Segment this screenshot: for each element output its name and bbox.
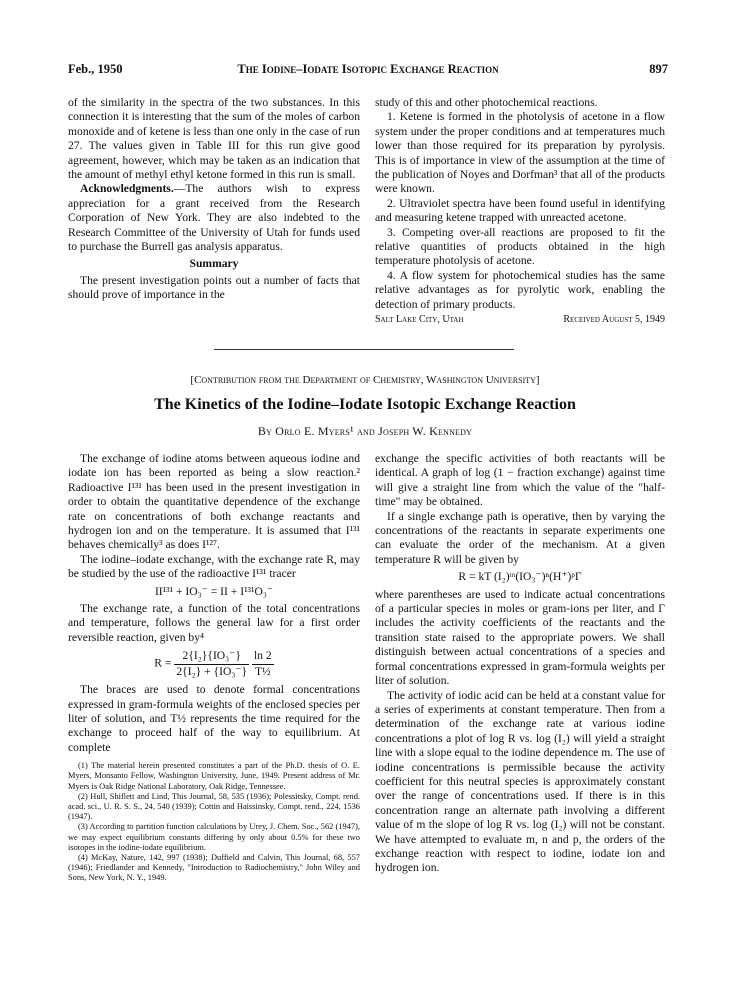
article-left-column xyxy=(68,452,360,884)
paragraph: If a single exchange path is operative, then by varying the concentrations of the reactants in separate experiments one can evaluate the order of the mechanism. At a given temperature R will be given by xyxy=(375,509,665,566)
location: Salt Lake City, Utah xyxy=(375,314,464,326)
footnote: (1) The material herein presented constitutes a part of the Ph.D. thesis of O. E. Myers, Monsanto Fellow, Washington University, June, 1949. Present address of Mr. Myers is Oak Ridge National Laboratory, Oak Ridge, Tennessee. xyxy=(68,761,360,791)
summary-item: 3. Competing over-all reactions are proposed to fit the relative quantities of products obtained in the high temperature photolysis of acetone. xyxy=(375,225,665,268)
article-right-column xyxy=(375,452,665,876)
equation-lhs: R = xyxy=(154,656,172,670)
paragraph: of the similarity in the spectra of the two substances. In this connection it is interesting that the sum of the moles of carbon monoxide and of ketene is less than one only in the case of run 27. The values given in Table III for this run give good agreement, however, which may be taken as an indication that the amount of methyl ethyl ketone formed in this run is small. xyxy=(68,96,360,182)
summary-item: 2. Ultraviolet spectra have been found useful in identifying and measuring ketene trapped with unreacted acetone. xyxy=(375,196,665,225)
footnote: (3) According to partition function calculations by Urey, J. Chem. Soc., 562 (1947), we may expect equilibrium constants differing by only about 0.5% for these two isotopes in the iodine-iodate equilibrium. xyxy=(68,822,360,852)
equation-rate-law: R = kT (I₂)ᵐ(IO₃⁻)ⁿ(H⁺)ᵖΓ xyxy=(458,570,582,584)
byline: By Orlo E. Myers¹ and Joseph W. Kennedy xyxy=(257,424,473,438)
received-date: Received August 5, 1949 xyxy=(563,314,665,326)
paragraph: exchange the specific activities of both reactants will be identical. A graph of log (1 − fraction exchange) against time will give a straight line from which the value of the "half-time" may be obtained. xyxy=(375,452,665,509)
equation-rate xyxy=(68,649,360,679)
acknowledgments xyxy=(68,182,360,254)
section-divider xyxy=(214,349,514,350)
paragraph: The exchange rate, a function of the total concentrations and temperature, follows the general law for a first order reversible reaction, given by⁴ xyxy=(68,602,360,644)
denominator: T½ xyxy=(254,664,271,678)
footnotes xyxy=(68,761,360,883)
footnote: (2) Hull, Shiflett and Lind, This Journal, 58, 535 (1936); Polessitsky, Compt. rend. acad. sci., U. R. S. S., 24, 540 (1939); Cottin and Haissinsky, Compt. rend., 224, 1536 (1947). xyxy=(68,791,360,822)
paragraph: The iodine–iodate exchange, with the exchange rate R, may be studied by the use of the radioactive I¹³¹ tracer xyxy=(68,552,360,581)
prev-article-left-column xyxy=(68,96,360,303)
fraction xyxy=(252,649,274,679)
fraction xyxy=(174,649,249,679)
paragraph: The exchange of iodine atoms between aqueous iodine and iodate ion has been reported as being a slow reaction.² Radioactive I¹³¹ has been used in the present investigation in order to obtain the quantitative dependence of the exchange rate on concentrations of both exchange reactants and hydrogen ion and on the temperature. It is assumed that I¹³¹ behaves chemically³ as does I¹²⁷. xyxy=(68,452,360,552)
footnote: (4) McKay, Nature, 142, 997 (1938); Duffield and Calvin, This Journal, 68, 557 (1946); Friedlander and Kennedy, "Introduction to Radiochemistry," John Wiley and Sons, New York, N. Y., 1949. xyxy=(68,852,360,883)
received-line xyxy=(375,313,665,327)
paragraph: The activity of iodic acid can be held at a constant value for a series of experiments at constant temperature. Then from a determination of the exchange rate at various iodine concentrations a plot of log R vs. log (I₂) will yield a straight line with a slope equal to the iodine dependence m. The use of iodine concentrations is permissible because the activity coefficient for this neutral species is approximately constant over the range of concentrations used. If there is in this concentration range an alternate path involving a different value of m the slope of log R vs. log (I₂) will not be constant. We have attempted to evaluate m, n and p, the orders of the exchange reaction with respect to iodine, iodate ion and hydrogen ion. xyxy=(375,688,665,875)
numerator: 2{I₂}{IO₃⁻} xyxy=(174,649,249,664)
summary-item: 4. A flow system for photochemical studies has the same relative advantages as for pyrolytic work, enabling the detection of primary products. xyxy=(375,268,665,311)
prev-article-right-column xyxy=(375,96,665,327)
summary-item: 1. Ketene is formed in the photolysis of acetone in a flow system under the proper conditions and at temperatures much lower than those required for its preparation by pyrolysis. This is of importance in view of the assumption at the time of the publication of Noyes and Dorfman³ that all of the products were known. xyxy=(375,110,665,196)
summary-heading: Summary xyxy=(189,257,239,271)
header-page-number: 897 xyxy=(649,62,668,76)
header-running-title: The Iodine–Iodate Isotopic Exchange Reaction xyxy=(237,62,499,76)
contribution-line: [Contribution from the Department of Chemistry, Washington University] xyxy=(190,374,540,386)
numerator: ln 2 xyxy=(252,649,274,664)
paragraph: The braces are used to denote formal concentrations expressed in gram-formula weights of the enclosed species per liter of solution, and T½ represents the time required for the exchange to proceed half of the way to equilibrium. At complete xyxy=(68,683,360,754)
paragraph: study of this and other photochemical reactions. xyxy=(375,96,598,109)
equation-exchange: II¹³¹ + IO₃⁻ = II + I¹³¹O₃⁻ xyxy=(154,584,274,598)
article-title: The Kinetics of the Iodine–Iodate Isotopic Exchange Reaction xyxy=(154,396,576,413)
paragraph: The present investigation points out a number of facts that should prove of importance in the xyxy=(68,273,360,302)
ack-text: —The authors wish to express appreciation for a grant received from the Research Corporation of New York. They are also indebted to the Research Committee of the University of Utah for funds used to purchase the Burrell gas analysis apparatus. xyxy=(68,182,360,254)
paragraph: where parentheses are used to indicate actual concentrations of a particular species in moles or gram-ions per liter, and Γ includes the activity coefficients of the reactants and the transition state raised to the appropriate powers. We shall distinguish between actual concentrations of a species and formal concentrations expressed in gram-formula weights per liter of solution. xyxy=(375,587,665,688)
ack-label: Acknowledgments. xyxy=(80,182,174,196)
header-date: Feb., 1950 xyxy=(68,62,123,76)
denominator: 2{I₂} + {IO₃⁻} xyxy=(176,664,248,678)
